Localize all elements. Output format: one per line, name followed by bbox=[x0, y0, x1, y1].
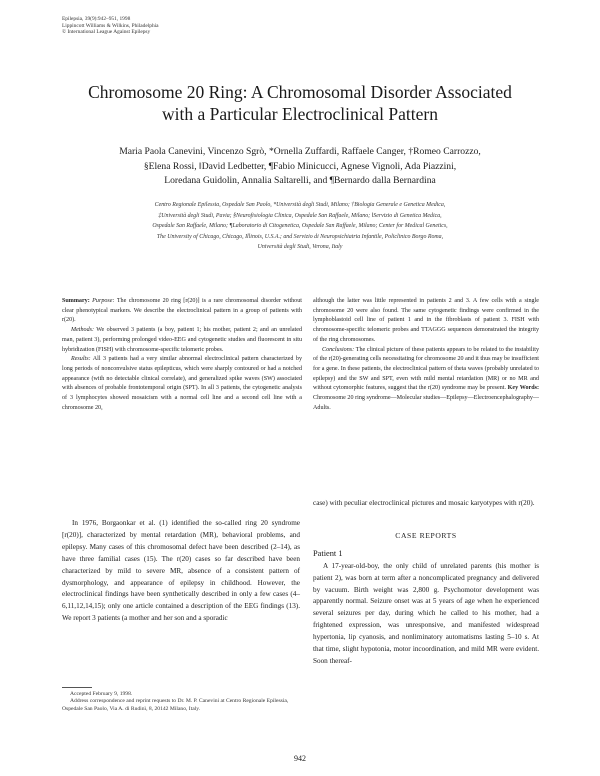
footnote-address: Address correspondence and reprint requests to Dr. M. P. Canevini at Centro Regionale Epilessia, Ospedale San Paolo, Via A. di Rudinì, 8, 20142 Milano, Italy. bbox=[62, 698, 289, 712]
journal-citation bbox=[62, 16, 159, 36]
conclusions-text: The clinical picture of these patients appears to be related to the instability of the r(20)-generating cells necessitating for chromosome 20 and it thus may be insufficient for a gene. In these patients, the electroclinical pattern of theta waves (probably unrelated to epilepsy) and the SW and SPT, even with mild mental retardation (MR) or no MR and without cytomorphic features, suggest that the r(20) syndrome may be present. bbox=[313, 346, 539, 392]
title-line: Chromosome 20 Ring: A Chromosomal Disorder Associated bbox=[88, 82, 512, 102]
section-heading: CASE REPORTS bbox=[395, 530, 457, 540]
case-paragraph: A 17-year-old-boy, the only child of unrelated parents (his mother is patient 2), was born at term after a noncomplicated pregnancy and delivered by vacuum. Birth weight was 2,800 g. Psychomotor development was apparently normal. Seizure onset was at 5 years of age when he experienced several seizures per day, during which he called to his mother, had a frightened expression, was unresponsive, and manifested widespread hypertonia, lip cyanosis, and nonliminatory automatisms lasting 5–10 s. At that time, slight hypotonia, motor incoordination, and mild MR were evident. Soon thereaf- bbox=[313, 561, 539, 665]
conclusions-label: Conclusions: bbox=[322, 346, 355, 353]
author-line: §Elena Rossi, ‖David Ledbetter, ¶Fabio Minicucci, Agnese Vignoli, Ada Piazzini, bbox=[143, 160, 457, 172]
summary-label: Summary: bbox=[62, 298, 90, 304]
body-left-column bbox=[62, 518, 300, 625]
purpose-text: The chromosome 20 ring [r(20)] is a rare chromosomal disorder without clear phenotypical markers. We describe the electroclinical pattern in a group of patients with r(20). bbox=[62, 298, 302, 324]
journal-line: Epilepsia, 39(9):942–951, 1998 bbox=[62, 16, 131, 22]
methods-text: We observed 3 patients (a boy, patient 1; his mother, patient 2; and an unrelated man, patient 3), performing prolonged video-EEG and cytogenetic studies and fluorescent in situ hybridization (FISH) with chromosome-specific telomeric probes. bbox=[62, 327, 302, 353]
abstract-methods bbox=[62, 326, 302, 355]
affiliation-line: Ospedale San Raffaele, Milano; ¶Laboratorio di Citogenetica, Ospedale San Raffaele, Milano; Center for Medical Genetics, bbox=[152, 223, 448, 229]
affiliation-line: ‡Università degli Studi, Pavia; §Neurofisiologia Clinica, Ospedale San Raffaele, Milano; ‖Servizio di Genetica Medica, bbox=[158, 212, 442, 219]
subsection-heading: Patient 1 bbox=[313, 548, 343, 558]
footnote-rule bbox=[62, 687, 92, 688]
journal-line: © International League Against Epilepsy bbox=[62, 29, 151, 36]
body-right-column bbox=[313, 498, 539, 668]
journal-line: Lippincott Williams & Wilkins, Philadelphia bbox=[62, 22, 159, 29]
abstract-results-continued: although the latter was little represented in patients 2 and 3. A few cells with a single chromosome 20 were also found. The same cytogenetic findings were confirmed in the lymphoblastoid cell line of patient 1 and in the fibroblasts of patient 3. FISH with chromosome-specific telomeric probes and TTAGGG sequences demonstrated the integrity of the ring chromosomes. bbox=[313, 298, 539, 343]
affiliation-line: Università degli Studi, Verona, Italy bbox=[257, 244, 343, 250]
abstract-right-column bbox=[313, 297, 539, 413]
purpose-label: Purpose: bbox=[92, 298, 115, 304]
results-text: All 3 patients had a very similar abnormal electroclinical pattern characterized by long periods of nonconvulsive status epilepticus, which were sharply contoured or had a notched appearance (with no detectable clinical correlate), and generalized spike waves (SW) associated with absences of probable frontotemporal origin (SPT). In all 3 patients, the cytogenetic analysis of 3 lymphocytes showed mosaicism with a normal cell line and a second cell line with a chromosome 20, bbox=[62, 356, 302, 411]
abstract-purpose bbox=[62, 297, 302, 326]
footnote-accepted: Accepted February 9, 1998. bbox=[70, 691, 133, 697]
methods-label: Methods: bbox=[71, 327, 95, 334]
keywords-label: Key Words: bbox=[507, 385, 539, 392]
intro-paragraph: In 1976, Borgaonkar et al. (1) identified the so-called ring 20 syndrome [r(20)], characterized by mental retardation (MR), behavioral problems, and epilepsy. Many cases of this chromosomal defect have been described (2–14), as have three familial cases (15). The r(20) cases so far described have been characterized by mild to severe MR, absence of a consistent pattern of dysmorphology, and appearance of epilepsy in childhood. However, the electroclinical findings have been synthetically described in only a few cases (4–6,11,12,14,15); only one article contained a description of the EEG findings (13). We report 3 patients (a mother and her son and a sporadic bbox=[62, 519, 300, 623]
article-title bbox=[40, 81, 560, 125]
results-label: Results: bbox=[71, 356, 91, 363]
affiliation-line: The University of Chicago, Chicago, Illinois, U.S.A.; and Servizio di Neuropsichiatria Infantile, Policlinico Borgo Roma, bbox=[156, 233, 444, 240]
footnote bbox=[62, 691, 300, 713]
author-line: Maria Paola Canevini, Vincenzo Sgrò, *Ornella Zuffardi, Raffaele Canger, †Romeo Carrozzo, bbox=[119, 146, 481, 157]
intro-paragraph-continued: case) with peculiar electroclinical pictures and mosaic karyotypes with r(20). bbox=[313, 499, 535, 507]
keywords-text: Chromosome 20 ring syndrome—Molecular studies—Epilepsy—Electroencephalography—Adults. bbox=[313, 395, 539, 411]
page-number: 942 bbox=[294, 754, 306, 763]
title-line: with a Particular Electroclinical Pattern bbox=[161, 104, 438, 124]
abstract-results bbox=[62, 355, 302, 413]
author-line: Loredana Guidolin, Annalia Saltarelli, and ¶Bernardo dalla Bernardina bbox=[164, 175, 436, 187]
abstract-left-column bbox=[62, 297, 302, 413]
affiliations bbox=[62, 200, 538, 253]
author-list bbox=[50, 145, 550, 189]
affiliation-line: Centro Regionale Epilessia, Ospedale San Paolo, *Università degli Studi, Milano; †Biologia Generale e Genetica Medica, bbox=[154, 202, 446, 208]
abstract-conclusions bbox=[313, 346, 539, 414]
